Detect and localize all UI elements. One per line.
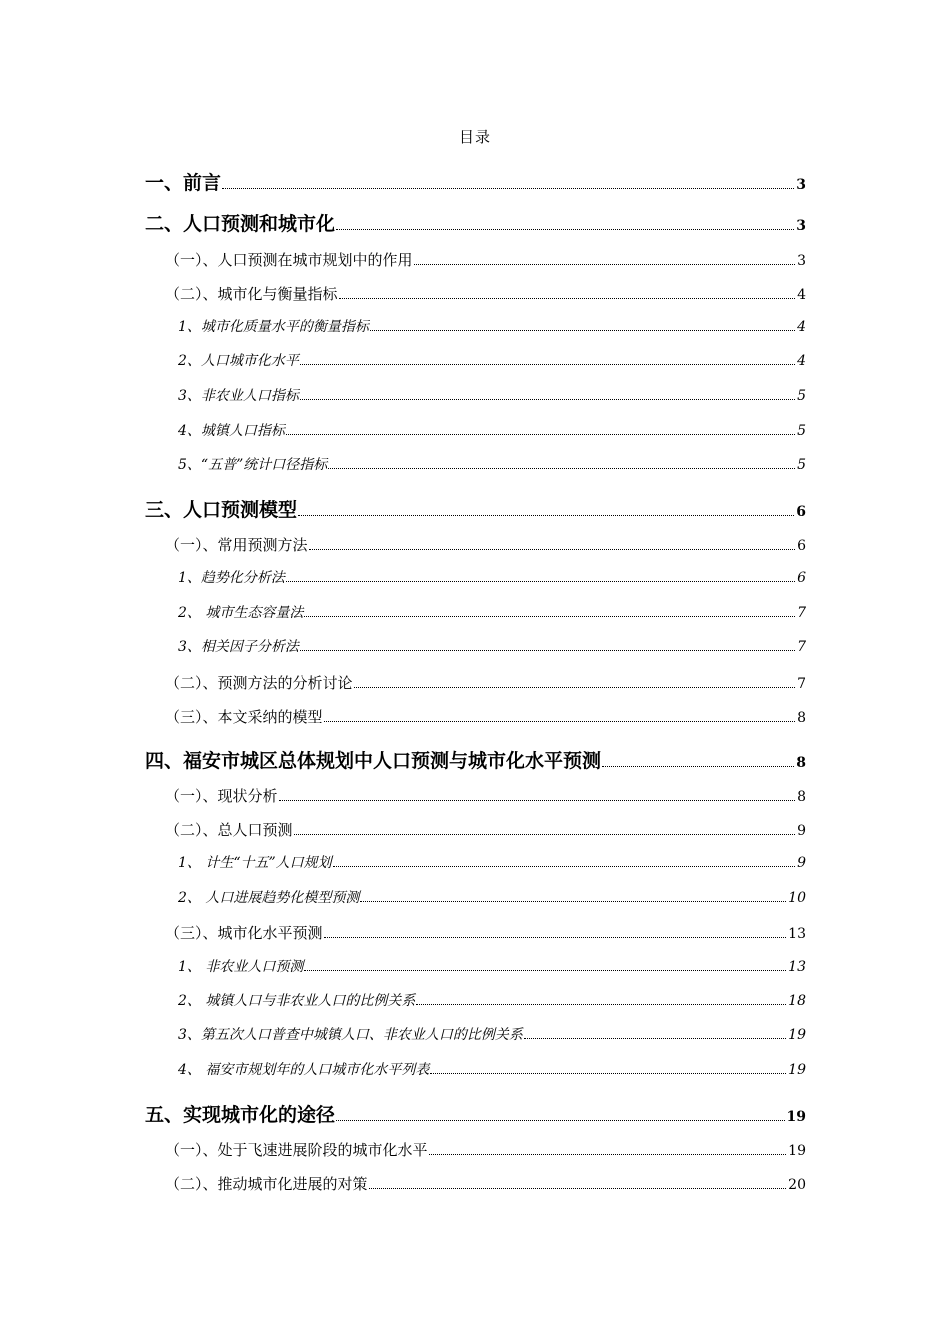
dot-leader bbox=[222, 188, 794, 189]
dot-leader bbox=[429, 1154, 787, 1155]
toc-entry-text: （二）、总人口预测 bbox=[165, 821, 293, 839]
toc-entry-level-2[interactable] bbox=[165, 785, 806, 808]
toc-entry-text: 3、非农业人口指标 bbox=[178, 388, 299, 404]
toc-entry-page-number: 6 bbox=[797, 570, 806, 586]
toc-entry-page-number: 9 bbox=[797, 823, 806, 839]
toc-entry-page-number: 3 bbox=[797, 253, 806, 269]
toc-entry-level-2[interactable] bbox=[165, 283, 806, 306]
toc-entry-page-number: 10 bbox=[788, 890, 806, 906]
toc-entry-text: 1、趋势化分析法 bbox=[178, 570, 285, 586]
toc-entry-level-3[interactable] bbox=[178, 317, 806, 337]
toc-entry-level-3[interactable] bbox=[178, 568, 806, 588]
toc-entry-text: 4、 福安市规划年的人口城市化水平列表 bbox=[178, 1062, 430, 1078]
toc-entry-page-number: 19 bbox=[788, 1027, 806, 1043]
toc-entry-text: （三）、本文采纳的模型 bbox=[165, 708, 323, 726]
toc-entry-page-number: 20 bbox=[788, 1177, 806, 1193]
toc-entry-text: 二、人口预测和城市化 bbox=[145, 213, 336, 235]
dot-leader bbox=[324, 937, 787, 938]
toc-entry-page-number: 13 bbox=[788, 926, 806, 942]
toc-entry-text: （二）、预测方法的分析讨论 bbox=[165, 674, 353, 692]
toc-entry-page-number: 3 bbox=[796, 177, 806, 193]
toc-entry-page-number: 5 bbox=[797, 423, 806, 439]
toc-entry-text: 三、人口预测模型 bbox=[145, 499, 298, 521]
dot-leader bbox=[336, 1120, 785, 1121]
toc-entry-level-2[interactable] bbox=[165, 706, 806, 729]
toc-entry-level-2[interactable] bbox=[165, 922, 806, 945]
toc-entry-level-3[interactable] bbox=[178, 1060, 806, 1080]
toc-entry-text: （二）、推动城市化进展的对策 bbox=[165, 1175, 368, 1193]
toc-entry-page-number: 7 bbox=[797, 639, 806, 655]
toc-entry-level-2[interactable] bbox=[165, 672, 806, 695]
toc-entry-text: 2、人口城市化水平 bbox=[178, 353, 299, 369]
toc-entry-level-1[interactable] bbox=[145, 1102, 806, 1130]
toc-entry-text: 一、前言 bbox=[145, 172, 222, 194]
toc-entry-page-number: 3 bbox=[796, 218, 806, 234]
toc-entry-page-number: 6 bbox=[797, 538, 806, 554]
toc-entry-level-3[interactable] bbox=[178, 386, 806, 406]
toc-entry-level-2[interactable] bbox=[165, 249, 806, 272]
toc-entry-page-number: 8 bbox=[797, 789, 806, 805]
dot-leader bbox=[336, 229, 794, 230]
toc-entry-level-3[interactable] bbox=[178, 455, 806, 475]
toc-entry-level-3[interactable] bbox=[178, 853, 806, 873]
toc-entry-page-number: 18 bbox=[788, 993, 806, 1009]
dot-leader bbox=[333, 866, 795, 867]
toc-entry-page-number: 4 bbox=[797, 319, 806, 335]
toc-entry-text: （二）、城市化与衡量指标 bbox=[165, 285, 338, 303]
toc-entry-page-number: 4 bbox=[797, 353, 806, 369]
toc-entry-text: （一）、处于飞速进展阶段的城市化水平 bbox=[165, 1141, 428, 1159]
dot-leader bbox=[300, 399, 795, 400]
toc-entry-level-3[interactable] bbox=[178, 957, 806, 977]
dot-leader bbox=[294, 834, 796, 835]
toc-entry-page-number: 6 bbox=[796, 504, 806, 520]
dot-leader bbox=[298, 515, 794, 516]
dot-leader bbox=[304, 970, 786, 971]
toc-title: 目录 bbox=[458, 128, 491, 146]
toc-entry-level-1[interactable] bbox=[145, 211, 806, 239]
toc-entry-text: （一）、常用预测方法 bbox=[165, 536, 308, 554]
dot-leader bbox=[286, 434, 795, 435]
toc-entry-level-2[interactable] bbox=[165, 534, 806, 557]
toc-entry-text: 2、 城市生态容量法 bbox=[178, 605, 304, 621]
toc-entry-text: （一）、现状分析 bbox=[165, 787, 278, 805]
toc-entry-text: 3、相关因子分析法 bbox=[178, 639, 299, 655]
toc-entry-text: 4、城镇人口指标 bbox=[178, 423, 285, 439]
toc-entry-page-number: 8 bbox=[797, 710, 806, 726]
toc-entry-level-3[interactable] bbox=[178, 991, 806, 1011]
toc-entry-level-3[interactable] bbox=[178, 351, 806, 371]
toc-entry-text: 五、实现城市化的途径 bbox=[145, 1104, 336, 1126]
toc-entry-page-number: 13 bbox=[788, 959, 806, 975]
toc-entry-text: 5、“五普”统计口径指标 bbox=[178, 457, 328, 473]
toc-entry-level-3[interactable] bbox=[178, 637, 806, 657]
dot-leader bbox=[328, 468, 795, 469]
dot-leader bbox=[354, 687, 796, 688]
toc-entry-level-3[interactable] bbox=[178, 421, 806, 441]
toc-entry-level-2[interactable] bbox=[165, 1173, 806, 1196]
dot-leader bbox=[279, 800, 796, 801]
dot-leader bbox=[300, 364, 795, 365]
dot-leader bbox=[304, 616, 795, 617]
dot-leader bbox=[309, 549, 796, 550]
toc-entry-level-3[interactable] bbox=[178, 1025, 806, 1045]
toc-entry-page-number: 19 bbox=[786, 1109, 806, 1125]
toc-entry-level-1[interactable] bbox=[145, 748, 806, 776]
toc-entry-page-number: 19 bbox=[788, 1062, 806, 1078]
dot-leader bbox=[370, 330, 795, 331]
toc-entry-page-number: 8 bbox=[796, 755, 806, 771]
toc-entry-page-number: 4 bbox=[797, 287, 806, 303]
toc-entry-page-number: 19 bbox=[788, 1143, 806, 1159]
toc-entry-page-number: 7 bbox=[797, 605, 806, 621]
dot-leader bbox=[602, 766, 794, 767]
dot-leader bbox=[414, 264, 796, 265]
toc-entry-level-1[interactable] bbox=[145, 170, 806, 198]
toc-entry-text: 2、 城镇人口与非农业人口的比例关系 bbox=[178, 993, 416, 1009]
toc-entry-level-2[interactable] bbox=[165, 1139, 806, 1162]
toc-entry-level-3[interactable] bbox=[178, 603, 806, 623]
toc-entry-text: 1、 计生“十五”人口规划 bbox=[178, 855, 332, 871]
toc-entry-text: （三）、城市化水平预测 bbox=[165, 924, 323, 942]
toc-entry-page-number: 5 bbox=[797, 388, 806, 404]
toc-entry-text: （一）、人口预测在城市规划中的作用 bbox=[165, 251, 413, 269]
dot-leader bbox=[430, 1073, 786, 1074]
dot-leader bbox=[300, 650, 795, 651]
dot-leader bbox=[524, 1038, 786, 1039]
toc-entry-page-number: 9 bbox=[797, 855, 806, 871]
toc-entry-level-1[interactable] bbox=[145, 497, 806, 525]
dot-leader bbox=[324, 721, 796, 722]
dot-leader bbox=[416, 1004, 786, 1005]
toc-entry-text: 2、 人口进展趋势化模型预测 bbox=[178, 890, 360, 906]
toc-entry-text: 1、 非农业人口预测 bbox=[178, 959, 304, 975]
toc-entry-page-number: 7 bbox=[797, 676, 806, 692]
toc-entry-level-3[interactable] bbox=[178, 888, 806, 908]
dot-leader bbox=[339, 298, 796, 299]
toc-entry-page-number: 5 bbox=[797, 457, 806, 473]
toc-entry-text: 1、城市化质量水平的衡量指标 bbox=[178, 319, 369, 335]
dot-leader bbox=[360, 901, 786, 902]
toc-entry-text: 四、福安市城区总体规划中人口预测与城市化水平预测 bbox=[145, 750, 602, 772]
dot-leader bbox=[286, 581, 795, 582]
dot-leader bbox=[369, 1188, 787, 1189]
toc-entry-level-2[interactable] bbox=[165, 819, 806, 842]
toc-entry-text: 3、第五次人口普查中城镇人口、非农业人口的比例关系 bbox=[178, 1027, 523, 1043]
